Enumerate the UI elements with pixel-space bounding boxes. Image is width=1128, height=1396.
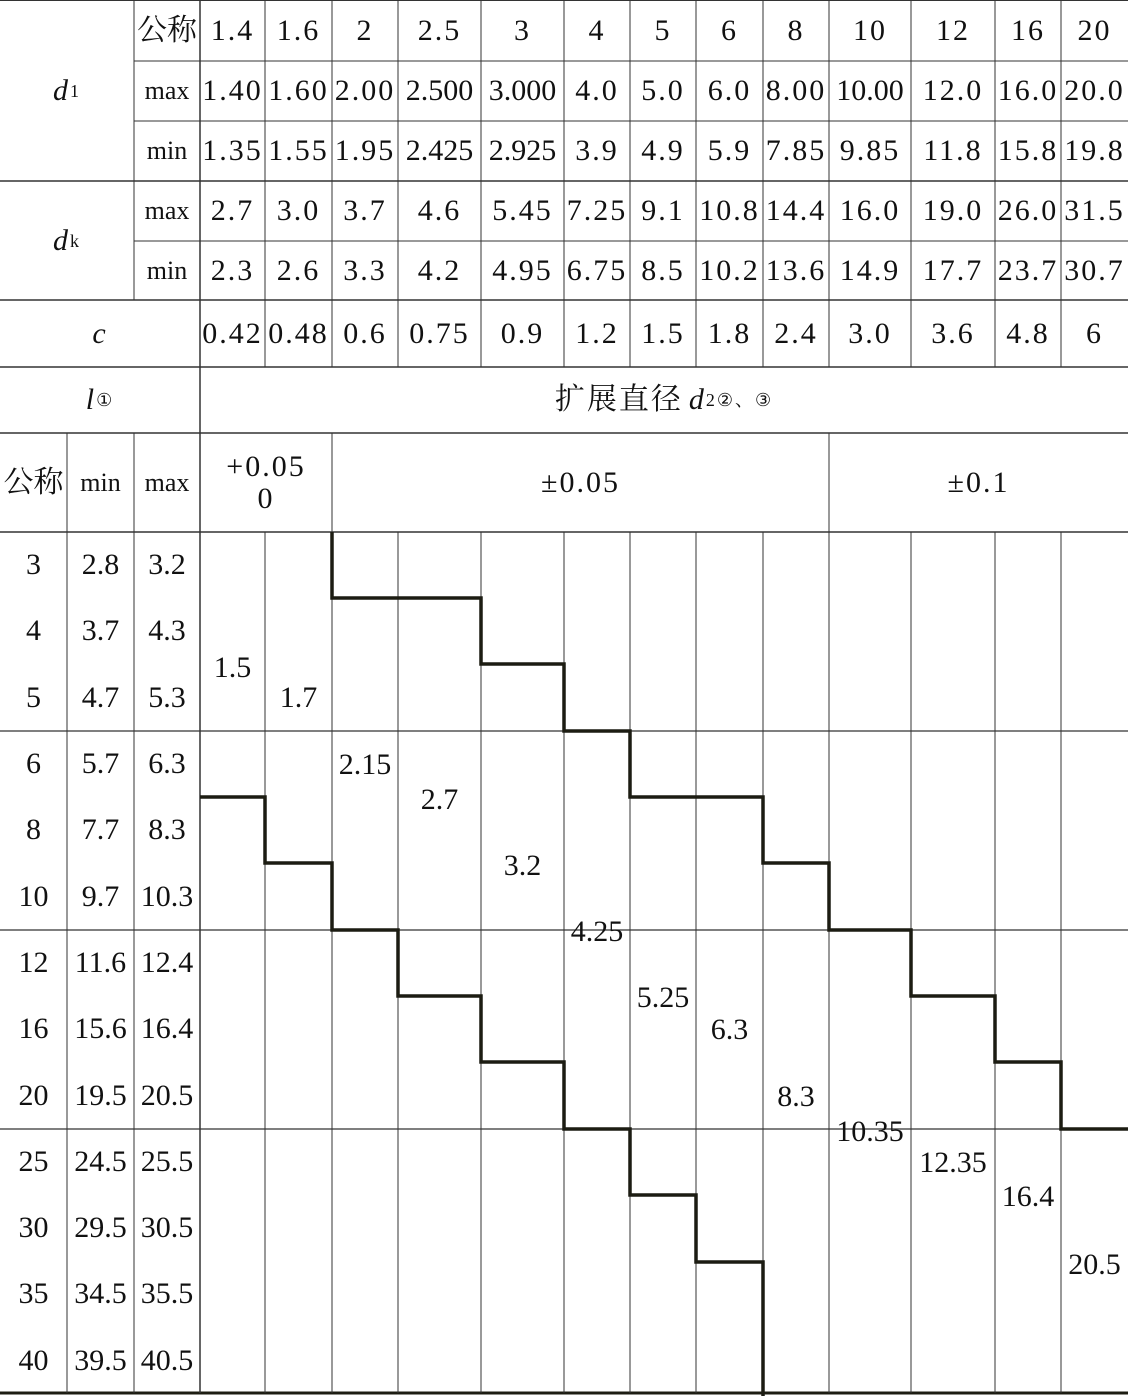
d2-value-cell: 1.7	[279, 681, 318, 714]
l-note: ①	[96, 390, 115, 410]
dk-min-cell: 14.9	[839, 253, 901, 287]
dk-label	[0, 181, 134, 300]
d1-max-label: max	[144, 76, 190, 105]
d1-min-cell: 15.8	[997, 134, 1059, 167]
d1-max-cell: 16.0	[997, 74, 1059, 107]
d2-value-cell: 1.5	[213, 651, 252, 684]
l-nominal-cell: 5	[26, 680, 41, 714]
l-min-cell: 3.7	[81, 614, 120, 648]
d2-value-cell: 8.3	[777, 1080, 815, 1113]
l-nominal-cell: 6	[26, 747, 41, 781]
d2-notes: ②、③	[716, 390, 774, 410]
l-min-cell: 34.5	[74, 1277, 127, 1311]
d1-min-label: min	[146, 136, 188, 165]
dk-min-cell: 30.7	[1064, 253, 1125, 287]
dk-max-cell: 3.7	[343, 194, 387, 227]
l-nominal-cell: 8	[26, 813, 41, 847]
l-min-cell: 4.7	[81, 680, 120, 714]
d2-value-cell: 2.15	[338, 748, 392, 781]
d1-nominal-cell: 2	[356, 13, 374, 47]
d1-min-cell: 1.55	[268, 134, 329, 167]
d1-max-cell: 4.0	[575, 74, 619, 107]
d2-value-cell: 12.35	[919, 1146, 987, 1179]
d1-nominal-cell: 6	[721, 13, 738, 47]
d1-max-cell: 2.00	[334, 74, 396, 107]
c-values-cell: 1.2	[575, 316, 619, 350]
d2-header	[200, 367, 1128, 433]
l-max-cell: 8.3	[148, 813, 186, 847]
c-symbol: c	[92, 316, 108, 350]
dk-min-cell: 2.3	[210, 253, 255, 287]
d1-nominal-cell: 4	[588, 13, 606, 47]
l-nominal-cell: 20	[18, 1078, 49, 1112]
l-max-cell: 40.5	[140, 1343, 194, 1377]
d1-nominal-cell: 12	[936, 13, 970, 47]
d1-max-cell: 2.500	[405, 74, 474, 107]
dk-min-cell: 6.75	[566, 253, 628, 287]
dk-symbol: d	[53, 223, 70, 257]
tolerance-first	[200, 433, 332, 532]
c-values-cell: 0.42	[202, 316, 263, 350]
l-max-cell: 5.3	[148, 680, 186, 714]
tolerance-middle: ±0.05	[541, 465, 620, 499]
l-max-cell: 12.4	[140, 945, 194, 979]
l-min-cell: 7.7	[81, 813, 120, 847]
dk-min-cell: 13.6	[765, 253, 827, 287]
l-nominal-cell: 10	[18, 879, 49, 913]
d1-min-cell: 11.8	[923, 134, 983, 167]
l-min-cell: 5.7	[81, 747, 120, 781]
d2-value-cell: 2.7	[420, 783, 459, 816]
l-min-cell: 9.7	[81, 879, 120, 913]
d1-max-cell: 10.00	[836, 74, 904, 107]
d2-value-cell: 6.3	[710, 1013, 749, 1046]
d1-subscript: 1	[70, 80, 81, 101]
tolerance-first-upper: +0.05	[226, 450, 306, 483]
d1-min-cell: 5.9	[707, 134, 752, 167]
l-nominal-cell: 30	[18, 1211, 49, 1245]
d1-nominal-cell: 8	[787, 13, 805, 47]
c-label	[0, 300, 200, 367]
c-values-cell: 3.0	[848, 316, 892, 350]
dk-max-cell: 9.1	[641, 194, 685, 227]
d1-nominal-label: 公称	[137, 13, 197, 47]
l-nominal-cell: 40	[18, 1343, 49, 1377]
d1-max-cell: 1.60	[268, 74, 329, 107]
dk-min-label: min	[146, 255, 188, 285]
d1-symbol: d	[53, 73, 70, 107]
d1-min-cell: 2.925	[488, 134, 557, 167]
d1-nominal-cell: 20	[1077, 13, 1112, 47]
tolerance-first-lower: 0	[257, 481, 275, 515]
l-min-cell: 2.8	[81, 548, 120, 582]
dk-max-cell: 26.0	[997, 194, 1059, 227]
d1-max-cell: 6.0	[707, 74, 752, 107]
d2-subscript: 2	[705, 390, 717, 410]
d2-symbol: d	[688, 383, 706, 416]
l-max-cell: 20.5	[140, 1078, 194, 1112]
dk-max-cell: 14.4	[765, 194, 827, 227]
d1-max-cell: 3.000	[488, 74, 557, 107]
d1-label	[0, 0, 134, 181]
dk-max-cell: 31.5	[1064, 194, 1125, 227]
l-max-cell: 16.4	[140, 1012, 194, 1046]
c-values-cell: 1.5	[641, 316, 685, 350]
d2-value-cell: 3.2	[503, 849, 542, 882]
dk-min-cell: 4.2	[417, 253, 462, 287]
d1-nominal-cell: 10	[853, 13, 887, 47]
dk-min-cell: 17.7	[922, 253, 984, 287]
d2-value-cell: 16.4	[1001, 1180, 1055, 1213]
l-max-cell: 25.5	[140, 1144, 194, 1178]
c-values-cell: 0.75	[409, 316, 470, 350]
l-min-cell: 15.6	[74, 1012, 127, 1046]
dk-max-cell: 10.8	[699, 194, 760, 227]
l-nominal-cell: 16	[18, 1012, 49, 1046]
d1-min-cell: 4.9	[641, 134, 685, 167]
c-values-cell: 6	[1086, 316, 1103, 350]
d1-max-cell: 8.00	[765, 74, 827, 107]
l-nominal-cell: 35	[18, 1277, 49, 1311]
l-min-cell: 11.6	[74, 945, 127, 979]
d1-max-cell: 1.40	[202, 74, 263, 107]
dk-max-label: max	[144, 196, 190, 225]
l-min-header: min	[80, 467, 121, 497]
d1-min-cell: 3.9	[575, 134, 619, 167]
dk-max-cell: 4.6	[417, 194, 462, 227]
d1-min-cell: 1.95	[334, 134, 396, 167]
d1-min-cell: 19.8	[1064, 134, 1125, 167]
d1-max-cell: 20.0	[1064, 74, 1125, 107]
l-symbol: l	[85, 383, 97, 416]
l-min-cell: 39.5	[74, 1343, 127, 1377]
l-nominal-cell: 12	[18, 945, 49, 979]
c-values-cell: 2.4	[774, 316, 818, 350]
d1-nominal-cell: 3	[514, 13, 531, 47]
d1-min-cell: 9.85	[839, 134, 901, 167]
l-label	[0, 367, 200, 433]
dk-max-cell: 19.0	[922, 194, 984, 227]
l-max-cell: 6.3	[148, 747, 186, 781]
dk-min-cell: 23.7	[997, 253, 1059, 287]
dk-min-cell: 10.2	[699, 253, 760, 287]
dk-min-cell: 4.95	[492, 253, 553, 287]
d1-max-cell: 5.0	[641, 74, 685, 107]
c-values-cell: 3.6	[931, 316, 975, 350]
d2-value-cell: 5.25	[636, 981, 690, 1014]
d2-value-cell: 4.25	[570, 915, 624, 948]
d2-title: 扩展直径	[554, 383, 683, 416]
l-max-cell: 4.3	[148, 614, 186, 648]
c-values-cell: 1.8	[707, 316, 752, 350]
l-max-cell: 3.2	[148, 548, 186, 582]
dk-max-cell: 5.45	[492, 194, 553, 227]
l-nominal-cell: 4	[26, 614, 41, 648]
l-nominal-cell: 3	[26, 548, 41, 582]
l-nominal-cell: 25	[18, 1144, 49, 1178]
d1-nominal-cell: 1.4	[210, 13, 255, 47]
c-values-cell: 4.8	[1006, 316, 1050, 350]
d1-min-cell: 2.425	[405, 134, 474, 167]
d2-value-cell: 20.5	[1068, 1248, 1121, 1281]
d2-value-cell: 10.35	[836, 1115, 904, 1148]
d1-nominal-cell: 16	[1011, 13, 1045, 47]
dk-min-cell: 8.5	[641, 253, 685, 287]
l-max-cell: 10.3	[140, 879, 194, 913]
l-nominal-header: 公称	[3, 465, 64, 499]
l-min-cell: 29.5	[74, 1211, 127, 1245]
tolerance-last: ±0.1	[947, 465, 1010, 499]
c-values-cell: 0.48	[268, 316, 329, 350]
l-min-cell: 24.5	[74, 1144, 127, 1178]
dk-max-cell: 7.25	[566, 194, 628, 227]
d1-nominal-cell: 2.5	[417, 13, 462, 47]
l-min-cell: 19.5	[74, 1078, 127, 1112]
d1-min-cell: 1.35	[202, 134, 263, 167]
c-values-cell: 0.9	[500, 316, 545, 350]
d1-min-cell: 7.85	[765, 134, 827, 167]
dk-min-cell: 2.6	[276, 253, 321, 287]
dk-max-cell: 16.0	[839, 194, 901, 227]
d1-nominal-cell: 5	[654, 13, 672, 47]
c-values-cell: 0.6	[343, 316, 387, 350]
l-max-cell: 35.5	[140, 1277, 194, 1311]
dk-max-cell: 2.7	[210, 194, 255, 227]
dk-min-cell: 3.3	[343, 253, 387, 287]
l-max-header: max	[144, 467, 190, 497]
dk-max-cell: 3.0	[276, 194, 321, 227]
l-max-cell: 30.5	[140, 1211, 194, 1245]
d1-nominal-cell: 1.6	[276, 13, 321, 47]
d1-max-cell: 12.0	[922, 74, 984, 107]
dk-subscript: k	[70, 230, 81, 251]
